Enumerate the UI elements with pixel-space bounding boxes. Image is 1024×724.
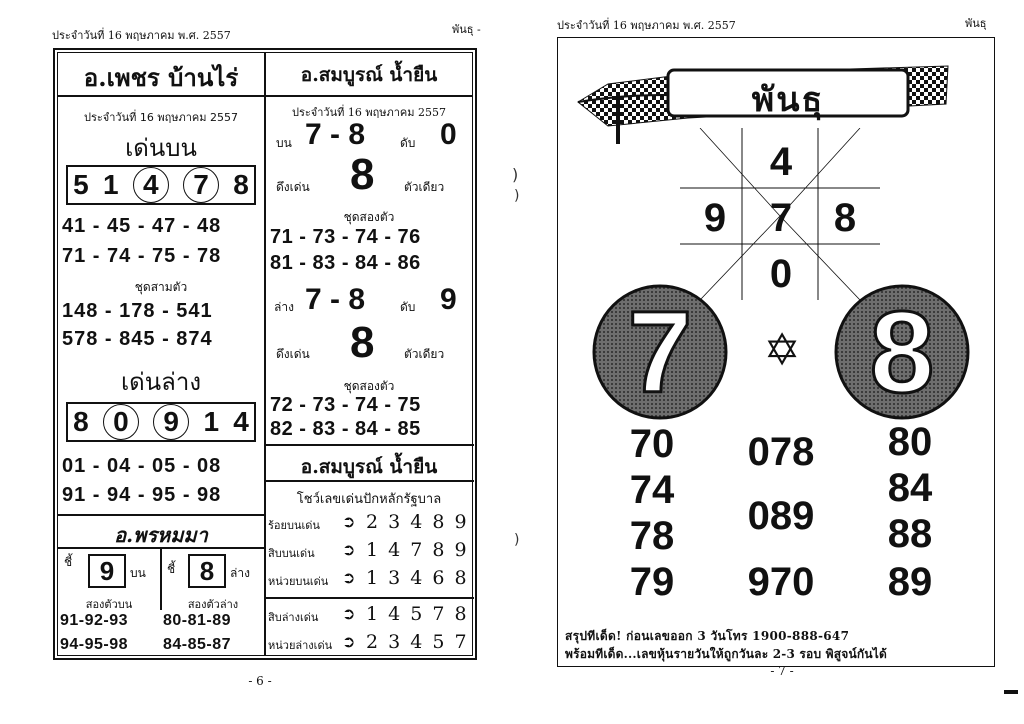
footer-line-1: สรุปทีเด็ด! ก่อนเลขออก 3 วันโทร 1900-888-647 [565,629,850,643]
prom-bottom-pairs-2: 84-85-87 [163,636,232,653]
left-header-right: พันธุ - [452,23,481,36]
pet-lower-pairs-1: 01 - 04 - 05 - 08 [62,455,222,477]
prom-title: อ.พรหมมา [114,523,208,547]
som1-lower-set-1: 72 - 73 - 74 - 75 [270,394,421,416]
left-col-number: 70 [629,422,675,466]
banner-title: พันธุ [751,80,825,120]
som2-row-digits: 2 3 4 5 7 [366,631,469,653]
pet-three-label: ชุดสามตัว [134,280,188,294]
pet-lower-digit: 4 [233,406,249,437]
star-of-david-icon: ✡ [763,325,801,376]
pet-upper-pairs-2: 71 - 74 - 75 - 78 [62,245,222,267]
som1-lower-single: 8 [350,318,375,367]
cross-digit-top: 4 [769,140,793,184]
pet-lower-digits [66,403,256,441]
pet-upper-digit: 8 [233,169,249,200]
pet-upper-digit-circled: 4 [133,167,169,203]
pet-upper-digit: 5 [73,169,89,200]
prom-top-digit: 9 [99,556,115,586]
arrow-icon: ➲ [342,540,356,559]
som1-lower-set-label: ชุดสองตัว [343,379,395,393]
mid-col-number: 089 [747,494,815,538]
cross-digit-bottom: 0 [769,252,793,296]
som1-upper-dab-digit: 0 [440,118,457,151]
som2-row-label: สิบล่างเด่น [268,611,319,624]
pet-upper-digit: 1 [102,169,119,200]
som1-lower-prefix: ล่าง [274,300,294,314]
prom-top-word: บน [130,566,146,580]
pet-lower-digit-circled: 0 [103,404,139,440]
right-header-right: พันธุ [965,17,987,30]
big-circle-digit-left: 7 [627,287,693,417]
scan-mark [1004,690,1018,694]
pet-three-set-2: 578 - 845 - 874 [62,328,213,350]
prom-chi-label-bottom: ชี้ [167,562,176,576]
left-col-number: 78 [629,514,675,558]
pet-lower-digit-circled: 9 [153,404,189,440]
som1-upper-set-label: ชุดสองตัว [343,210,395,224]
prom-bottom-caption: สองตัวล่าง [187,598,239,611]
som2-top-rule [264,444,474,446]
pet-lower-pairs-2: 91 - 94 - 95 - 98 [62,484,222,506]
pet-upper-digits [66,166,256,204]
som1-upper-single: 8 [350,150,375,199]
som1-title: อ.สมบูรณ์ น้ำยืน [300,64,438,86]
big-circle-digit-right: 8 [869,287,935,417]
som2-subtitle: โชว์เลขเด่นปักหลักรัฐบาล [296,492,442,507]
som2-row-digits: 1 4 7 8 9 [366,539,469,561]
pet-upper-label: เด่นบน [125,134,197,162]
pet-title: อ.เพชร บ้านไร่ [83,63,239,92]
som1-upper-prefix: บน [276,136,292,150]
right-page-number: - 7 - [770,664,794,678]
som1-lower-dab: ดับ [400,300,416,314]
som1-upper-single-word: ตัวเดียว [404,180,445,194]
som1-upper-set-1: 71 - 73 - 74 - 76 [270,226,421,248]
mid-col-number: 078 [747,430,815,474]
prom-top-pairs-2: 94-95-98 [60,636,129,653]
pet-date: ประจำวันที่ 16 พฤษภาคม 2557 [83,111,239,124]
right-col-number: 84 [887,466,933,510]
prom-top-caption: สองตัวบน [85,598,133,611]
prom-bottom-pairs-1: 80-81-89 [163,612,232,629]
right-col-number: 89 [887,560,933,604]
prom-top-pairs-1: 91-92-93 [60,612,129,629]
scan-mark: ) [512,165,519,184]
mid-col-number: 970 [747,560,815,604]
som1-lower-single-word: ตัวเดียว [404,347,445,361]
scan-mark: ) [514,532,520,548]
pet-three-set-1: 148 - 178 - 541 [62,300,213,322]
som2-row-label: หน่วยล่างเด่น [268,639,333,652]
scan-mark: ) [514,188,520,204]
cross-digit-right: 8 [833,196,857,240]
arrow-icon: ➲ [342,568,356,587]
som2-row-digits: 1 4 5 7 8 [366,603,469,625]
som1-lower-set-2: 82 - 83 - 84 - 85 [270,418,421,440]
som2-title: อ.สมบูรณ์ น้ำยืน [300,456,438,478]
som2-mid-rule [264,597,474,599]
arrow-icon: ➲ [342,604,356,623]
som1-date: ประจำวันที่ 16 พฤษภาคม 2557 [291,106,447,119]
pet-upper-pairs-1: 41 - 45 - 47 - 48 [62,215,222,237]
som1-upper-set-2: 81 - 83 - 84 - 86 [270,252,421,274]
left-column-divider [264,52,266,656]
arrow-icon: ➲ [342,512,356,531]
left-header-date: ประจำวันที่ 16 พฤษภาคม พ.ศ. 2557 [52,29,231,42]
som2-row-digits: 2 3 4 8 9 [366,511,469,533]
som1-upper-pair: 7 - 8 [305,118,366,151]
som2-row-label: ร้อยบนเด่น [268,519,320,532]
pet-lower-digit: 1 [203,406,220,437]
pet-lower-digit: 8 [73,406,89,437]
prom-bottom-digit: 8 [199,556,215,586]
som2-row-label: สิบบนเด่น [268,547,315,560]
right-col-number: 88 [887,512,933,556]
right-col-number: 80 [887,420,933,464]
left-col-number: 74 [629,468,675,512]
prom-chi-label-top: ชี้ [64,555,73,569]
pet-lower-label: เด่นล่าง [120,368,202,396]
footer-line-2: พร้อมทีเด็ด...เลขหุ้นรายวันให้ถูกวันละ 2-3 รอบ พิสูจน์กันได้ [565,647,888,661]
prom-bottom-word: ล่าง [230,566,250,580]
som1-upper-pull: ดึงเด่น [276,180,310,194]
som1-upper-dab: ดับ [400,136,416,150]
som2-title-rule [264,480,474,482]
som1-lower-dab-digit: 9 [440,283,457,316]
right-header-date: ประจำวันที่ 16 พฤษภาคม พ.ศ. 2557 [557,19,736,32]
som2-row-label: หน่วยบนเด่น [268,575,329,588]
som2-row-digits: 1 3 4 6 8 [366,567,469,589]
som1-lower-pull: ดึงเด่น [276,347,310,361]
left-page-number: - 6 - [248,674,272,688]
cross-digit-left: 9 [703,196,727,240]
left-col-number: 79 [629,560,675,604]
cross-digit-center: 7 [769,196,793,240]
som1-lower-pair: 7 - 8 [305,283,366,316]
prom-top-rule [57,514,265,516]
arrow-icon: ➲ [342,632,356,651]
pet-upper-digit-circled: 7 [183,167,219,203]
